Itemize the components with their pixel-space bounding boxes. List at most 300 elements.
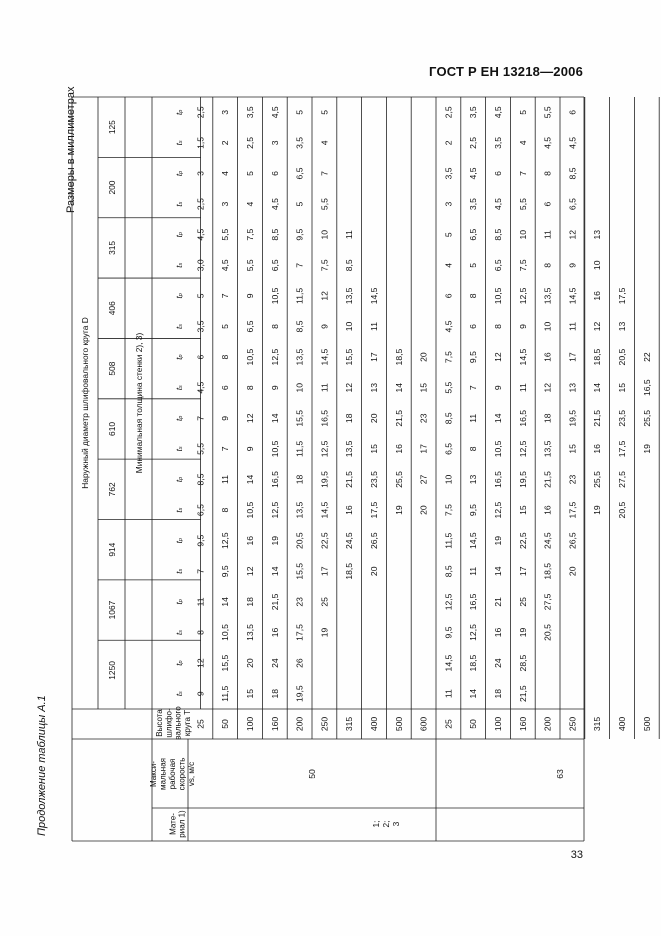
sub-header-ts: $t_s$ — [174, 201, 184, 207]
thickness-value: 15,5 — [220, 654, 231, 672]
thickness-value: 8 — [468, 446, 479, 452]
thickness-value: 13,5 — [294, 501, 305, 519]
thickness-value: 12,5 — [220, 532, 231, 550]
thickness-value: 4,5 — [468, 167, 479, 180]
thickness-value: 25 — [319, 597, 330, 607]
thickness-value: 17,5 — [369, 501, 379, 519]
thickness-value: 2 — [443, 140, 454, 146]
thickness-value: 10 — [542, 321, 553, 332]
thickness-value: 4 — [443, 262, 454, 268]
thickness-value: 7,5 — [443, 351, 454, 364]
thickness-value: 4,5 — [195, 381, 206, 394]
thickness-value: 28,5 — [517, 654, 528, 672]
thickness-value: 9 — [493, 385, 503, 391]
sub-header-tp: $t_p$ — [174, 538, 184, 544]
thickness-value: 25,5 — [393, 471, 404, 488]
height-value: 400 — [369, 716, 379, 732]
thickness-value: 17,5 — [294, 624, 305, 641]
height-value: 315 — [592, 716, 603, 732]
thickness-value: 6 — [493, 171, 503, 176]
thickness-value: 16 — [592, 291, 603, 301]
thickness-value: 18 — [542, 413, 553, 424]
thickness-value: 21 — [493, 597, 503, 607]
thickness-value: 10 — [294, 382, 305, 393]
thickness-value: 10 — [517, 229, 528, 240]
thickness-value: 14,5 — [443, 654, 454, 672]
thickness-value: 9,5 — [195, 534, 206, 547]
thickness-value: 13,5 — [542, 287, 553, 305]
thickness-value: 15 — [369, 444, 379, 454]
outer-diameter-header: Наружный диаметр шлифовального круга D — [80, 317, 90, 489]
diameter-header-914: 914 — [107, 542, 117, 557]
thickness-value: 17 — [418, 444, 429, 454]
thickness-value: 18 — [245, 597, 255, 607]
thickness-value: 15 — [517, 505, 528, 515]
thickness-value: 14 — [468, 688, 479, 699]
thickness-value: 9 — [245, 293, 255, 299]
height-value: 200 — [542, 716, 553, 732]
thickness-value: 20 — [369, 413, 379, 424]
thickness-value: 5 — [294, 201, 305, 207]
thickness-value: 6,5 — [567, 198, 578, 211]
thickness-value: 21,5 — [517, 685, 528, 703]
thickness-value: 12 — [195, 658, 206, 668]
thickness-value: 20,5 — [542, 624, 553, 641]
thickness-value: 6,5 — [443, 442, 454, 455]
thickness-value: 2,5 — [195, 198, 206, 211]
height-value: 160 — [269, 716, 280, 732]
thickness-value: 11 — [468, 566, 479, 576]
sub-header-ts: $t_s$ — [174, 630, 184, 635]
sub-header-tp: $t_p$ — [174, 232, 184, 238]
diameter-header-200: 200 — [107, 180, 117, 195]
diameter-header-125: 125 — [107, 120, 117, 135]
thickness-value: 4 — [220, 171, 231, 176]
thickness-value: 7,5 — [517, 259, 528, 272]
thickness-value: 9 — [269, 385, 280, 391]
height-value: 315 — [344, 716, 355, 732]
thickness-value: 12,5 — [517, 440, 528, 458]
thickness-value: 11 — [468, 413, 479, 423]
thickness-value: 8 — [269, 324, 280, 329]
thickness-value: 7 — [195, 568, 206, 574]
thickness-value: 13,5 — [542, 440, 553, 458]
thickness-value: 19 — [269, 535, 280, 546]
thickness-value: 22 — [641, 352, 652, 362]
thickness-value: 13 — [468, 474, 479, 485]
thickness-value: 3,5 — [468, 198, 479, 211]
sub-header-ts: $t_s$ — [174, 507, 184, 513]
thickness-value: 6,5 — [269, 259, 280, 272]
thickness-value: 24,5 — [344, 532, 355, 550]
thickness-value: 11 — [567, 322, 578, 331]
height-value: 600 — [418, 716, 429, 732]
thickness-value: 14,5 — [567, 287, 578, 305]
thickness-value: 3 — [220, 109, 231, 115]
thickness-value: 18,5 — [592, 348, 603, 366]
thickness-value: 9 — [517, 324, 528, 329]
thickness-value: 12 — [319, 291, 330, 301]
thickness-value: 10,5 — [269, 287, 280, 305]
thickness-value: 11 — [344, 230, 355, 240]
thickness-value: 16 — [245, 535, 255, 546]
thickness-value: 10 — [592, 260, 603, 271]
thickness-value: 18,5 — [468, 654, 479, 672]
thickness-value: 5,5 — [245, 259, 255, 272]
thickness-value: 16,5 — [517, 409, 528, 427]
thickness-value: 5,5 — [443, 381, 454, 394]
diameter-header-762: 762 — [107, 482, 117, 497]
thickness-value: 9,5 — [443, 626, 454, 639]
thickness-value: 12,5 — [269, 348, 280, 366]
thickness-value: 27 — [418, 474, 429, 485]
thickness-value: 9 — [245, 446, 255, 452]
thickness-value: 3,5 — [245, 106, 255, 119]
thickness-value: 15 — [245, 688, 255, 699]
thickness-value: 7 — [220, 293, 231, 299]
thickness-value: 16,5 — [468, 593, 479, 611]
thickness-value: 8 — [245, 385, 255, 391]
thickness-value: 3 — [220, 201, 231, 207]
thickness-value: 11 — [542, 230, 553, 240]
thickness-value: 19 — [493, 535, 503, 546]
thickness-value: 12 — [245, 566, 255, 577]
document-code: ГОСТ Р ЕН 13218—2006 — [429, 64, 583, 79]
thickness-value: 19,5 — [319, 471, 330, 488]
thickness-value: 23,5 — [369, 471, 379, 488]
thickness-value: 12,5 — [493, 501, 503, 519]
thickness-value: 7,5 — [245, 228, 255, 241]
thickness-value: 9,5 — [468, 351, 479, 364]
thickness-value: 16 — [269, 627, 280, 638]
height-value: 250 — [319, 716, 330, 732]
diameter-header-508: 508 — [107, 361, 117, 376]
thickness-value: 8,5 — [294, 320, 305, 333]
thickness-value: 16 — [542, 352, 553, 362]
thickness-value: 3 — [195, 171, 206, 176]
sub-header-tp: $t_p$ — [174, 109, 184, 115]
thickness-value: 14 — [393, 382, 404, 393]
thickness-value: 23 — [567, 474, 578, 485]
thickness-value: 4,5 — [542, 136, 553, 149]
sub-header-tp: $t_p$ — [174, 293, 184, 299]
page-number: 33 — [570, 849, 583, 861]
thickness-value: 27,5 — [542, 593, 553, 611]
thickness-value: 16,5 — [493, 471, 503, 488]
height-value: 500 — [641, 716, 652, 732]
thickness-value: 20,5 — [617, 501, 627, 519]
thickness-value: 2 — [220, 140, 231, 146]
thickness-value: 19 — [517, 627, 528, 638]
thickness-value: 6 — [220, 385, 231, 391]
thickness-value: 6,5 — [493, 259, 503, 272]
thickness-value: 13 — [369, 382, 379, 393]
thickness-value: 8,5 — [344, 259, 355, 272]
thickness-value: 10,5 — [269, 440, 280, 458]
thickness-value: 3 — [269, 140, 280, 146]
thickness-value: 20 — [567, 566, 578, 577]
thickness-value: 13,5 — [245, 624, 255, 641]
thickness-value: 16 — [542, 505, 553, 515]
table-continuation-caption: Продолжение таблицы А.1 — [36, 695, 48, 836]
thickness-value: 13 — [617, 321, 627, 332]
speed-value-63: 63 — [555, 769, 565, 779]
thickness-value: 5 — [443, 232, 454, 238]
thickness-value: 21,5 — [393, 409, 404, 427]
thickness-value: 3,5 — [493, 136, 503, 149]
thickness-value: 19,5 — [567, 409, 578, 427]
diameter-header-1250: 1250 — [107, 661, 117, 680]
sub-header-ts: $t_s$ — [174, 262, 184, 268]
thickness-value: 4,5 — [220, 259, 231, 272]
thickness-value: 14 — [493, 413, 503, 424]
thickness-value: 3,0 — [195, 259, 206, 272]
thickness-value: 15 — [567, 444, 578, 454]
thickness-value: 10,5 — [493, 287, 503, 305]
sub-header-ts: $t_s$ — [174, 324, 184, 329]
thickness-value: 18,5 — [542, 562, 553, 580]
thickness-value: 11,5 — [443, 532, 454, 549]
speed-header: Макси-мальнаярабочаяскоростьvs, м/с — [148, 757, 196, 791]
thickness-value: 18,5 — [393, 348, 404, 366]
thickness-value: 11 — [195, 597, 206, 607]
thickness-value: 10,5 — [220, 624, 231, 641]
height-value: 200 — [294, 716, 305, 732]
thickness-value: 8,5 — [567, 167, 578, 180]
thickness-value: 8 — [220, 507, 231, 513]
thickness-value: 8 — [220, 354, 231, 360]
thickness-value: 1,5 — [195, 136, 206, 149]
thickness-value: 12,5 — [468, 624, 479, 641]
thickness-value: 3,5 — [468, 106, 479, 119]
thickness-value: 3,5 — [195, 320, 206, 333]
thickness-value: 5,5 — [319, 198, 330, 211]
thickness-value: 21,5 — [592, 409, 603, 427]
thickness-value: 12 — [344, 382, 355, 393]
thickness-value: 11,5 — [294, 440, 305, 457]
thickness-value: 6 — [269, 171, 280, 176]
thickness-value: 10,5 — [245, 348, 255, 366]
material-header: Мате-риал 1) — [167, 810, 187, 838]
thickness-value: 9 — [567, 262, 578, 268]
thickness-value: 8 — [493, 324, 503, 329]
thickness-value: 16 — [592, 444, 603, 454]
sub-header-tp: $t_p$ — [174, 599, 184, 605]
thickness-value: 12 — [245, 413, 255, 424]
height-value: 25 — [195, 719, 206, 729]
thickness-value: 10,5 — [493, 440, 503, 458]
thickness-value: 17,5 — [617, 287, 627, 305]
diameter-header-406: 406 — [107, 301, 117, 316]
thickness-value: 7,5 — [443, 504, 454, 517]
thickness-value: 19,5 — [517, 471, 528, 488]
sub-header-tp: $t_p$ — [174, 354, 184, 360]
thickness-value: 5,5 — [542, 106, 553, 119]
thickness-value: 17 — [319, 566, 330, 577]
thickness-value: 17,5 — [617, 440, 627, 458]
thickness-value: 14 — [592, 382, 603, 393]
thickness-value: 9 — [319, 324, 330, 329]
thickness-value: 5,5 — [220, 228, 231, 241]
sub-header-ts: $t_s$ — [174, 691, 184, 697]
thickness-value: 3,5 — [294, 136, 305, 149]
thickness-value: 6 — [195, 354, 206, 360]
thickness-value: 16,5 — [641, 379, 652, 397]
thickness-value: 18 — [344, 413, 355, 424]
thickness-value: 8,5 — [269, 228, 280, 241]
thickness-value: 9 — [195, 691, 206, 697]
height-header: Высоташлифо-вальногокруга T — [154, 706, 192, 740]
height-value: 400 — [617, 716, 627, 732]
thickness-value: 12,5 — [269, 501, 280, 519]
thickness-value: 20 — [418, 505, 429, 515]
thickness-value: 6,5 — [294, 167, 305, 180]
thickness-value: 25,5 — [592, 471, 603, 488]
thickness-value: 23,5 — [617, 409, 627, 427]
thickness-value: 5 — [319, 109, 330, 115]
height-value: 50 — [220, 719, 231, 729]
thickness-value: 26,5 — [369, 532, 379, 550]
thickness-value: 16,5 — [319, 409, 330, 427]
thickness-value: 26,5 — [567, 532, 578, 550]
thickness-value: 14,5 — [468, 532, 479, 550]
thickness-value: 12,5 — [443, 593, 454, 611]
thickness-value: 4,5 — [443, 320, 454, 333]
thickness-value: 11,5 — [294, 287, 305, 304]
thickness-value: 10 — [443, 474, 454, 485]
thickness-value: 3 — [443, 201, 454, 207]
thickness-value: 24 — [269, 658, 280, 668]
thickness-value: 14,5 — [319, 501, 330, 519]
sub-header-tp: $t_p$ — [174, 415, 184, 421]
thickness-value: 5 — [517, 109, 528, 115]
thickness-value: 20 — [369, 566, 379, 577]
thickness-value: 2,5 — [443, 106, 454, 119]
thickness-value: 22,5 — [517, 532, 528, 550]
thickness-value: 14 — [269, 413, 280, 424]
thickness-value: 2,5 — [245, 136, 255, 149]
thickness-value: 15,5 — [344, 348, 355, 366]
thickness-value: 10 — [319, 229, 330, 240]
thickness-value: 4,5 — [269, 106, 280, 119]
thickness-value: 13,5 — [344, 440, 355, 458]
thickness-value: 5 — [245, 171, 255, 176]
thickness-value: 17 — [567, 352, 578, 362]
thickness-value: 13 — [567, 382, 578, 393]
sub-header-ts: $t_s$ — [174, 446, 184, 452]
thickness-value: 16 — [393, 444, 404, 454]
dimensions-note: Размеры в миллиметрах — [65, 86, 77, 213]
thickness-value: 19 — [319, 627, 330, 638]
thickness-value: 17 — [369, 352, 379, 362]
thickness-value: 8 — [542, 262, 553, 268]
thickness-value: 18 — [269, 688, 280, 699]
thickness-value: 6 — [443, 293, 454, 299]
thickness-value: 8,5 — [195, 473, 206, 486]
thickness-value: 8 — [195, 630, 206, 635]
sub-header-ts: $t_s$ — [174, 385, 184, 391]
material-value: 1;2;3 — [371, 820, 401, 828]
thickness-value: 13 — [592, 229, 603, 240]
thickness-value: 6,5 — [468, 228, 479, 241]
thickness-value: 21,5 — [542, 471, 553, 488]
thickness-value: 11 — [319, 383, 330, 393]
thickness-value: 12,5 — [517, 287, 528, 305]
thickness-value: 7 — [468, 385, 479, 391]
sub-header-ts: $t_s$ — [174, 140, 184, 146]
thickness-value: 7 — [220, 446, 231, 452]
thickness-value: 18 — [493, 688, 503, 699]
thickness-value: 19 — [393, 505, 404, 515]
thickness-value: 13,5 — [294, 348, 305, 366]
thickness-value: 4,5 — [493, 198, 503, 211]
thickness-value: 15,5 — [294, 409, 305, 427]
speed-value-50: 50 — [307, 769, 317, 779]
thickness-value: 20,5 — [617, 348, 627, 366]
thickness-value: 10,5 — [245, 501, 255, 519]
thickness-value: 8,5 — [493, 228, 503, 241]
thickness-value: 18,5 — [344, 562, 355, 580]
thickness-value: 16 — [493, 627, 503, 638]
thickness-value: 4,5 — [269, 198, 280, 211]
thickness-value: 5,5 — [195, 442, 206, 455]
thickness-value: 6,5 — [195, 504, 206, 517]
height-value: 250 — [567, 716, 578, 732]
height-value: 100 — [245, 716, 255, 732]
thickness-value: 22,5 — [319, 532, 330, 550]
thickness-value: 5 — [294, 109, 305, 115]
thickness-value: 24,5 — [542, 532, 553, 550]
thickness-value: 14 — [245, 474, 255, 485]
thickness-value: 2,5 — [468, 136, 479, 149]
diameter-header-1067: 1067 — [107, 600, 117, 620]
sub-header-tp: $t_p$ — [174, 170, 184, 177]
thickness-value: 16,5 — [269, 471, 280, 488]
thickness-value: 11 — [443, 689, 454, 699]
thickness-value: 9,5 — [294, 228, 305, 241]
thickness-value: 19 — [641, 444, 652, 454]
height-value: 500 — [393, 716, 404, 732]
thickness-value: 4,5 — [195, 228, 206, 241]
thickness-value: 23 — [418, 413, 429, 424]
thickness-value: 15,5 — [294, 562, 305, 580]
thickness-value: 6 — [542, 201, 553, 207]
height-value: 100 — [493, 716, 503, 732]
thickness-value: 21,5 — [344, 471, 355, 488]
thickness-value: 18 — [294, 474, 305, 485]
thickness-value: 11 — [220, 475, 231, 484]
thickness-value: 12 — [567, 229, 578, 240]
thickness-value: 4 — [245, 201, 255, 207]
thickness-value: 9 — [220, 415, 231, 421]
thickness-value: 5 — [468, 262, 479, 268]
thickness-value: 14,5 — [517, 348, 528, 366]
thickness-value: 8 — [468, 293, 479, 299]
thickness-value: 14,5 — [369, 287, 379, 305]
height-value: 50 — [468, 719, 479, 729]
thickness-value: 19 — [592, 505, 603, 515]
thickness-value: 6 — [468, 324, 479, 329]
thickness-value: 11 — [517, 383, 528, 393]
thickness-value: 25,5 — [641, 409, 652, 427]
thickness-value: 9,5 — [220, 565, 231, 578]
sub-header-ts: $t_s$ — [174, 568, 184, 574]
thickness-value: 7 — [294, 262, 305, 268]
thickness-value: 23 — [294, 597, 305, 607]
thickness-value: 17,5 — [567, 501, 578, 519]
thickness-value: 27,5 — [617, 471, 627, 488]
thickness-value: 10 — [344, 321, 355, 332]
